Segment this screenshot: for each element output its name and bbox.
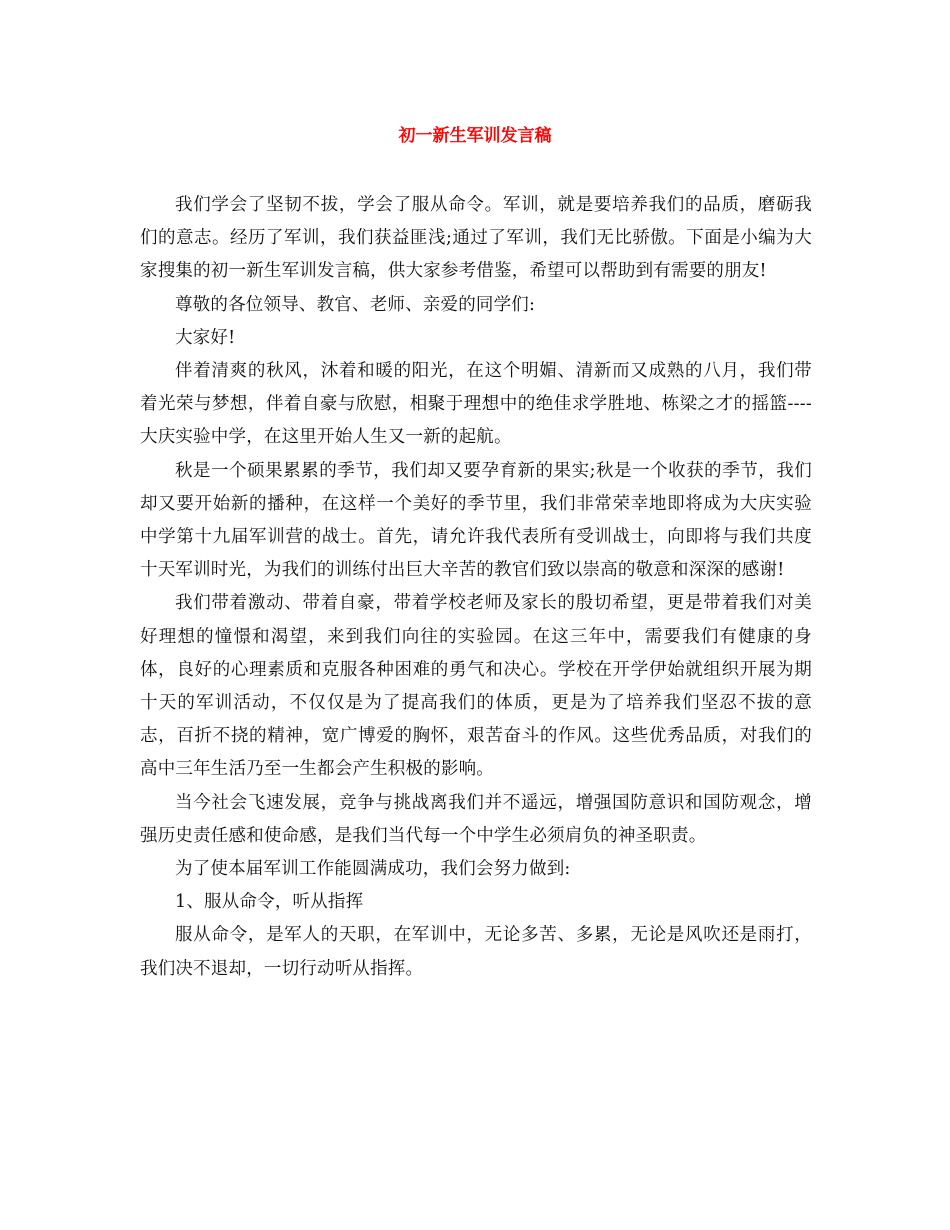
document-title: 初一新生军训发言稿 <box>398 126 552 146</box>
paragraph-greeting: 大家好! <box>175 327 236 348</box>
paragraph-salutation: 尊敬的各位领导、教官、老师、亲爱的同学们: <box>175 294 536 315</box>
paragraph-point-1-heading: 1、服从命令，听从指挥 <box>175 892 364 913</box>
document-body <box>140 189 812 986</box>
paragraph-autumn-season: 秋是一个硕果累累的季节，我们却又要孕育新的果实;秋是一个收获的季节，我们却又要开始新的播种，在这样一个美好的季节里，我们非常荣幸地即将成为大庆实验中学第十九届军训营的战士。首先，请允许我代表所有受训战士，向即将与我们共度十天军训时光，为我们的训练付出巨大辛苦的教官们致以崇高的敬意和深深的感谢! <box>140 460 812 581</box>
paragraph-commitment: 为了使本届军训工作能圆满成功，我们会努力做到: <box>175 859 571 880</box>
paragraph-point-1-body: 服从命令，是军人的天职，在军训中，无论多苦、多累，无论是风吹还是雨打，我们决不退却，一切行动听从指挥。 <box>140 925 812 979</box>
paragraph-autumn-wind: 伴着清爽的秋风，沐着和暖的阳光，在这个明媚、清新而又成熟的八月，我们带着光荣与梦想，伴着自豪与欣慰，相聚于理想中的绝佳求学胜地、栋梁之才的摇篮----大庆实验中学，在这里开始人生又一新的起航。 <box>140 361 812 448</box>
paragraph-expectations: 我们带着激动、带着自豪，带着学校老师及家长的殷切希望，更是带着我们对美好理想的憧憬和渴望，来到我们向往的实验园。在这三年中，需要我们有健康的身体，良好的心理素质和克服各种困难的勇气和决心。学校在开学伊始就组织开展为期十天的军训活动，不仅仅是为了提高我们的体质，更是为了培养我们坚忍不拔的意志，百折不挠的精神，宽广博爱的胸怀，艰苦奋斗的作风。这些优秀品质，对我们的高中三年生活乃至一生都会产生积极的影响。 <box>140 593 812 780</box>
paragraph-intro: 我们学会了坚韧不拔，学会了服从命令。军训，就是要培养我们的品质，磨砺我们的意志。经历了军训，我们获益匪浅;通过了军训，我们无比骄傲。下面是小编为大家搜集的初一新生军训发言稿，供大家参考借鉴，希望可以帮助到有需要的朋友! <box>140 195 812 282</box>
paragraph-society: 当今社会飞速发展，竞争与挑战离我们并不遥远，增强国防意识和国防观念，增强历史责任感和使命感，是我们当代每一个中学生必须肩负的神圣职责。 <box>140 792 812 846</box>
